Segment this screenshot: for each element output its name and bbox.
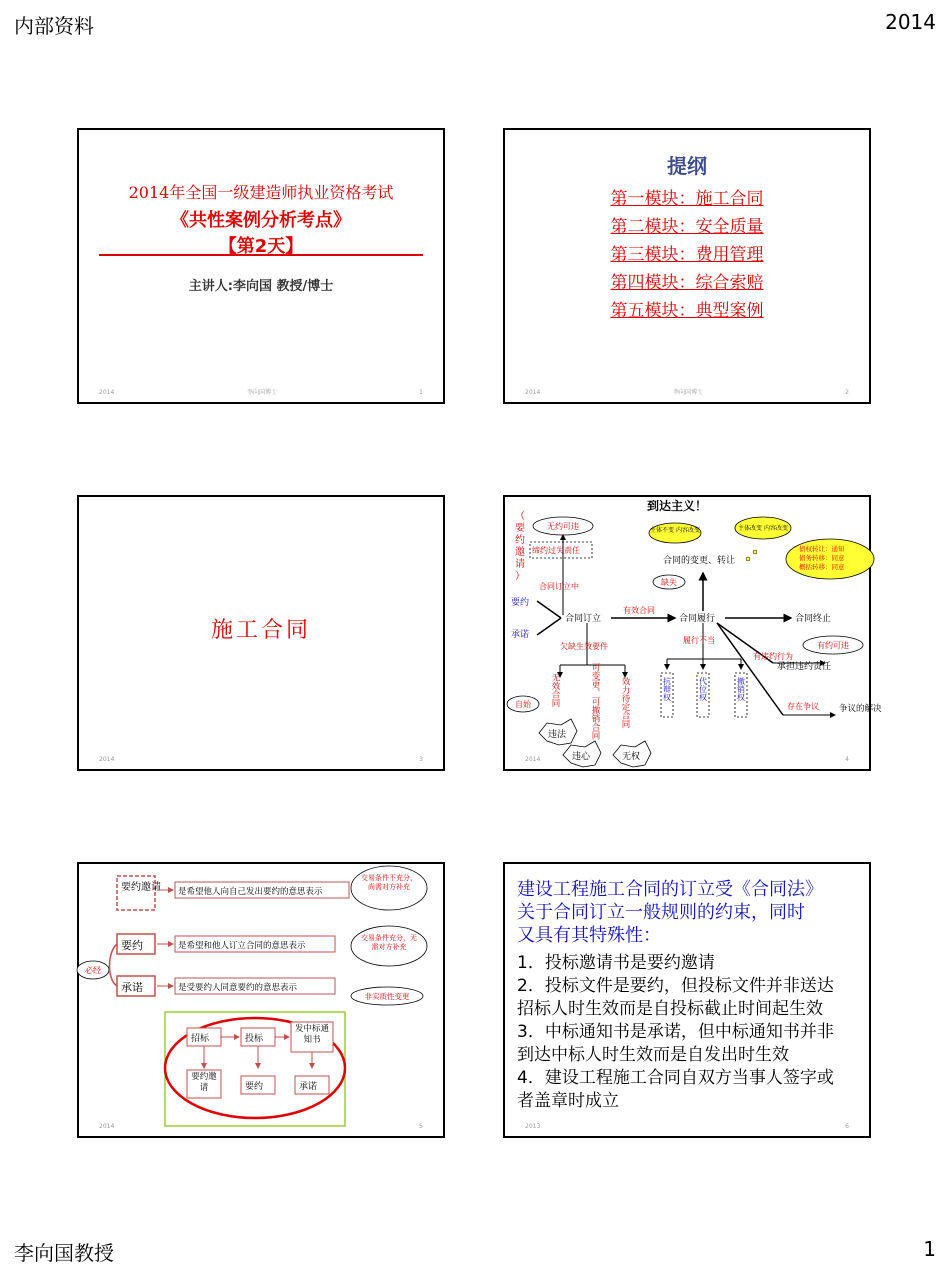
slide2-footer-num: 2 xyxy=(845,389,849,396)
slide6-footer-year: 2013 xyxy=(525,1123,541,1130)
pending-label: 效力待定合同 xyxy=(620,677,630,728)
r3-label: 承诺 xyxy=(299,1082,318,1092)
slide-5 xyxy=(77,862,445,1138)
slide1-title1: 2014年全国一级建造师执业资格考试 xyxy=(128,183,394,202)
diagram-title: 到达主义！ xyxy=(646,499,708,513)
dispute-res-label: 争议的解决 xyxy=(839,704,882,714)
defense-right-label: 抗辩权 xyxy=(662,677,672,701)
no-authority-label: 无权 xyxy=(621,752,641,762)
desc3-label: 是受要约人同意要约的意思表示 xyxy=(178,983,298,993)
slide-2 xyxy=(503,128,871,404)
slide3-footer-year: 2014 xyxy=(99,756,115,763)
outline-item[interactable]: 第一模块：施工合同 xyxy=(610,189,764,209)
slide5-footer-num: 5 xyxy=(419,1123,423,1130)
offer-diagram xyxy=(79,864,443,1136)
slide6-heading: 建设工程施工合同的订立受《合同法》 关于合同订立一般规则的约束，同时 又具有其特殊性： xyxy=(517,879,823,946)
liability-label: 承担违约责任 xyxy=(777,662,832,672)
slide2-footer-year: 2014 xyxy=(525,389,541,396)
valid-contract-label: 有效合同 xyxy=(623,606,655,615)
voidable-label: 可变更、可撤销合同 xyxy=(590,663,600,740)
bid-label: 投标 xyxy=(245,1034,264,1044)
outline-item[interactable]: 第四模块：综合索赔 xyxy=(610,273,764,293)
in-formation-label: 合同订立中 xyxy=(539,582,579,591)
breach-act-label: 有违约行为 xyxy=(753,652,793,661)
cloud3-label: 债权转让：通知 债务转移：同意 概括转移：同意 xyxy=(799,545,845,571)
revocation-right-label: 撤销权 xyxy=(736,677,746,701)
performance-label: 合同履行 xyxy=(679,614,716,624)
improper-perf-label: 履行不当 xyxy=(683,636,715,645)
outline-item[interactable]: 第二模块：安全质量 xyxy=(610,217,764,237)
illegal-label: 违法 xyxy=(547,730,567,740)
box2-label: 要约 xyxy=(121,939,143,952)
slide4-footer-year: 2014 xyxy=(525,756,541,763)
r1-label: 要约邀请 xyxy=(191,1072,217,1093)
lacking-label: 缺失 xyxy=(661,578,677,587)
slide4-footer-num: 4 xyxy=(845,756,849,763)
subrogation-right-label: 代位权 xyxy=(698,677,708,701)
precontract-label: 缔约过失责任 xyxy=(532,546,580,555)
award-label: 发中标通知书 xyxy=(294,1024,329,1045)
slide1-title3: 【第2天】 xyxy=(218,236,304,257)
cloud3-label: 非实质性变更 xyxy=(364,992,410,1001)
self-start-label: 自始 xyxy=(515,700,531,709)
dispute-exists-label: 存在争议 xyxy=(787,702,819,711)
desc1-label: 是希望他人向自己发出要约的意思表示 xyxy=(178,887,323,897)
cloud2-label: 交易条件充分，无需对方补充 xyxy=(361,934,417,951)
cloud1-label: 交易条件不充分，尚需对方补充 xyxy=(361,874,417,891)
desc2-label: 是希望和他人订立合同的意思表示 xyxy=(178,941,306,951)
against-will-label: 违心 xyxy=(571,752,591,762)
tender-label: 招标 xyxy=(191,1034,210,1044)
slide-1 xyxy=(77,128,445,404)
box3-label: 承诺 xyxy=(121,981,143,994)
header-left: 内部资料 xyxy=(14,14,94,38)
cloud1-label: 主体不变 内容改变 xyxy=(650,527,700,534)
no-contract-label: 无约可违 xyxy=(547,522,579,531)
slide1-presenter: 主讲人:李向国 教授/博士 xyxy=(188,279,334,294)
header-right: 2014 xyxy=(885,10,936,34)
slide3-footer-num: 3 xyxy=(419,756,423,763)
termination-label: 合同终止 xyxy=(795,614,832,624)
contract-diagram xyxy=(505,497,882,769)
box1-label: 要约邀请 xyxy=(121,882,161,893)
accept-label: 承诺 xyxy=(511,630,530,640)
slide2-title: 提纲 xyxy=(667,154,707,178)
outline-item[interactable]: 第五模块：典型案例 xyxy=(610,301,764,321)
slide3-title: 施工合同 xyxy=(210,618,311,643)
void-label: 无效合同 xyxy=(550,673,560,707)
slide6-footer-num: 6 xyxy=(845,1123,849,1130)
title-divider xyxy=(99,254,423,256)
slide-6 xyxy=(503,862,871,1138)
has-contract-label: 有约可违 xyxy=(817,641,849,650)
slide6-body: 1．投标邀请书是要约邀请 2．投标文件是要约，但投标文件并非送达 招标人时生效而是自投标截止时间起生效 3．中标通知书是承诺，但中标通知书并非 到达中标人时生效而是自发出时生效 4．建设工程施工合同自双方当事人签字或 者盖章时成立 xyxy=(517,953,834,1111)
slide-3 xyxy=(77,495,445,771)
slide1-footer-num: 1 xyxy=(419,389,423,396)
footer-left: 李向国教授 xyxy=(14,1241,114,1265)
slide5-footer-year: 2014 xyxy=(99,1123,115,1130)
must-label: 必经 xyxy=(85,966,101,975)
slide-4 xyxy=(503,495,882,771)
slide2-footer-mid: 李向国博士 xyxy=(673,389,704,396)
offer-label: 要约 xyxy=(511,598,530,608)
lack-elements-label: 欠缺生效要件 xyxy=(560,642,608,651)
slide1-title2: 《共性案例分析考点》 xyxy=(171,210,351,231)
footer-right: 1 xyxy=(923,1237,936,1261)
outline-item[interactable]: 第三模块：费用管理 xyxy=(610,245,764,265)
vertical-label: （要约邀请） xyxy=(515,511,525,582)
change-transfer-label: 合同的变更、转让 xyxy=(663,556,736,566)
cloud2-label: 主体改变 内容改变 xyxy=(738,525,788,532)
slide1-footer-year: 2014 xyxy=(99,389,115,396)
r2-label: 要约 xyxy=(245,1082,264,1092)
slide1-footer-mid: 李向国博士 xyxy=(247,389,278,396)
formation-label: 合同订立 xyxy=(565,614,602,624)
